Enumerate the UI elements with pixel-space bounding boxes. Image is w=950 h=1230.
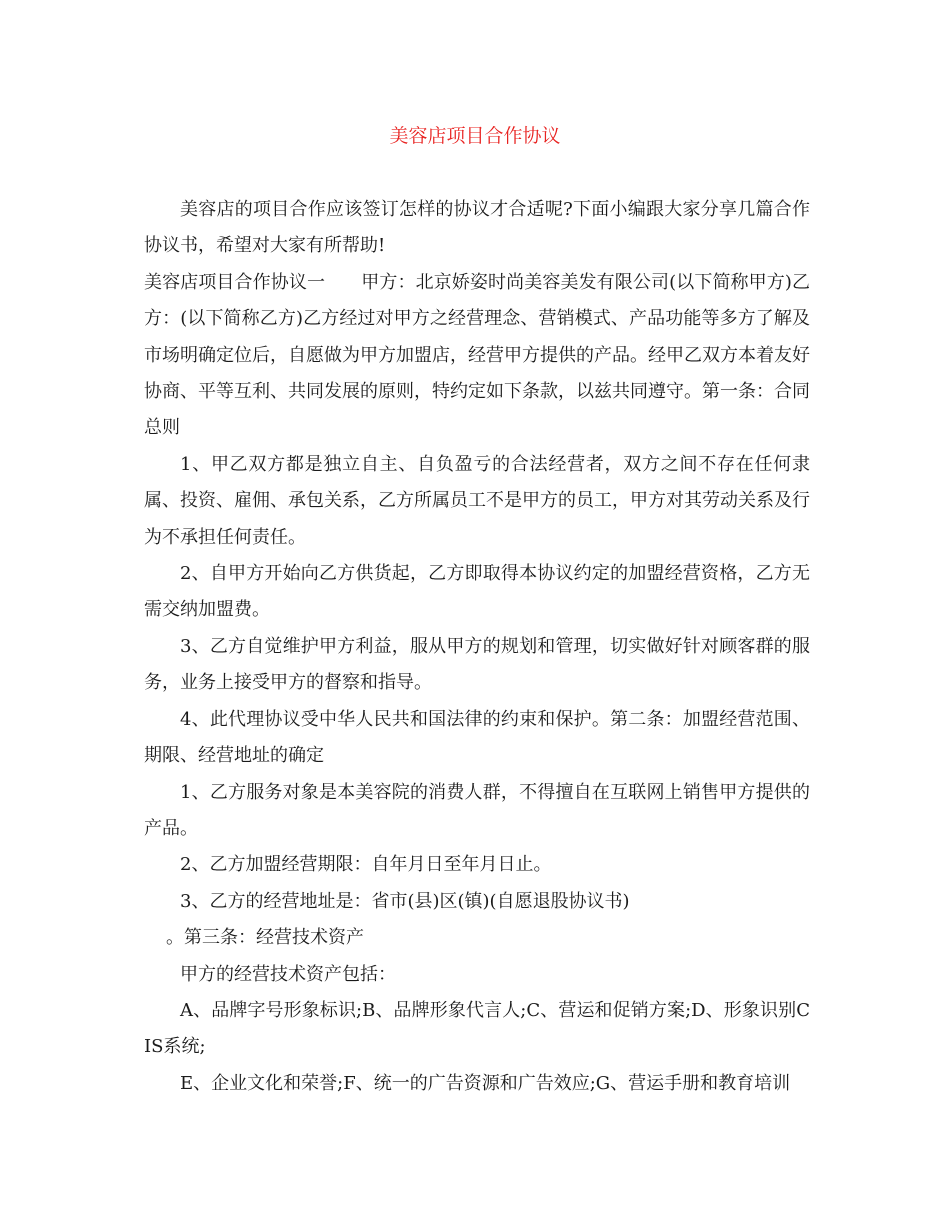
clause-paragraph: E、企业文化和荣誉;F、统一的广告资源和广告效应;G、营运手册和教育培训 — [180, 1072, 791, 1094]
document-body — [144, 192, 810, 1102]
intro-paragraph: 美容店的项目合作应该签订怎样的协议才合适呢?下面小编跟大家分享几篇合作协议书，希望对大家有所帮助! — [144, 199, 810, 257]
clause-paragraph: A、品牌字号形象标识;B、品牌形象代言人;C、营运和促销方案;D、形象识别CIS系统; — [144, 999, 810, 1058]
clause-paragraph: 3、乙方自觉维护甲方利益，服从甲方的规划和管理，切实做好针对顾客群的服务，业务上接受甲方的督察和指导。 — [144, 635, 810, 694]
clause-paragraph: 2、自甲方开始向乙方供货起，乙方即取得本协议约定的加盟经营资格，乙方无需交纳加盟费。 — [144, 563, 810, 621]
clause-paragraph: 2、乙方加盟经营期限：自年月日至年月日止。 — [180, 854, 552, 876]
clause-paragraph: 4、此代理协议受中华人民共和国法律的约束和保护。第二条：加盟经营范围、期限、经营地址的确定 — [144, 708, 810, 767]
clause-paragraph: 1、乙方服务对象是本美容院的消费人群，不得擅自在互联网上销售甲方提供的产品。 — [144, 781, 810, 839]
clause-paragraph: 3、乙方的经营地址是：省市(县)区(镇)(自愿退股协议书) — [180, 890, 630, 912]
clause-paragraph: 1、甲乙双方都是独立自主、自负盈亏的合法经营者，双方之间不存在任何隶属、投资、雇佣、承包关系，乙方所属员工不是甲方的员工，甲方对其劳动关系及行为不承担任何责任。 — [144, 453, 810, 548]
clause-paragraph: 甲方的经营技术资产包括： — [180, 963, 396, 985]
agreement-one-paragraph: 美容店项目合作协议一 甲方：北京娇姿时尚美容美发有限公司(以下简称甲方)乙方：(以下简称乙方)乙方经过对甲方之经营理念、营销模式、产品功能等多方了解及市场明确定位后，自愿做为甲方加盟店，经营甲方提供的产品。经甲乙双方本着友好协商、平等互利、共同发展的原则，特约定如下条款，以兹共同遵守。第一条：合同总则 — [144, 271, 810, 439]
section-heading-paragraph: 。第三条：经营技术资产 — [166, 927, 364, 949]
document-title: 美容店项目合作协议 — [389, 125, 561, 147]
